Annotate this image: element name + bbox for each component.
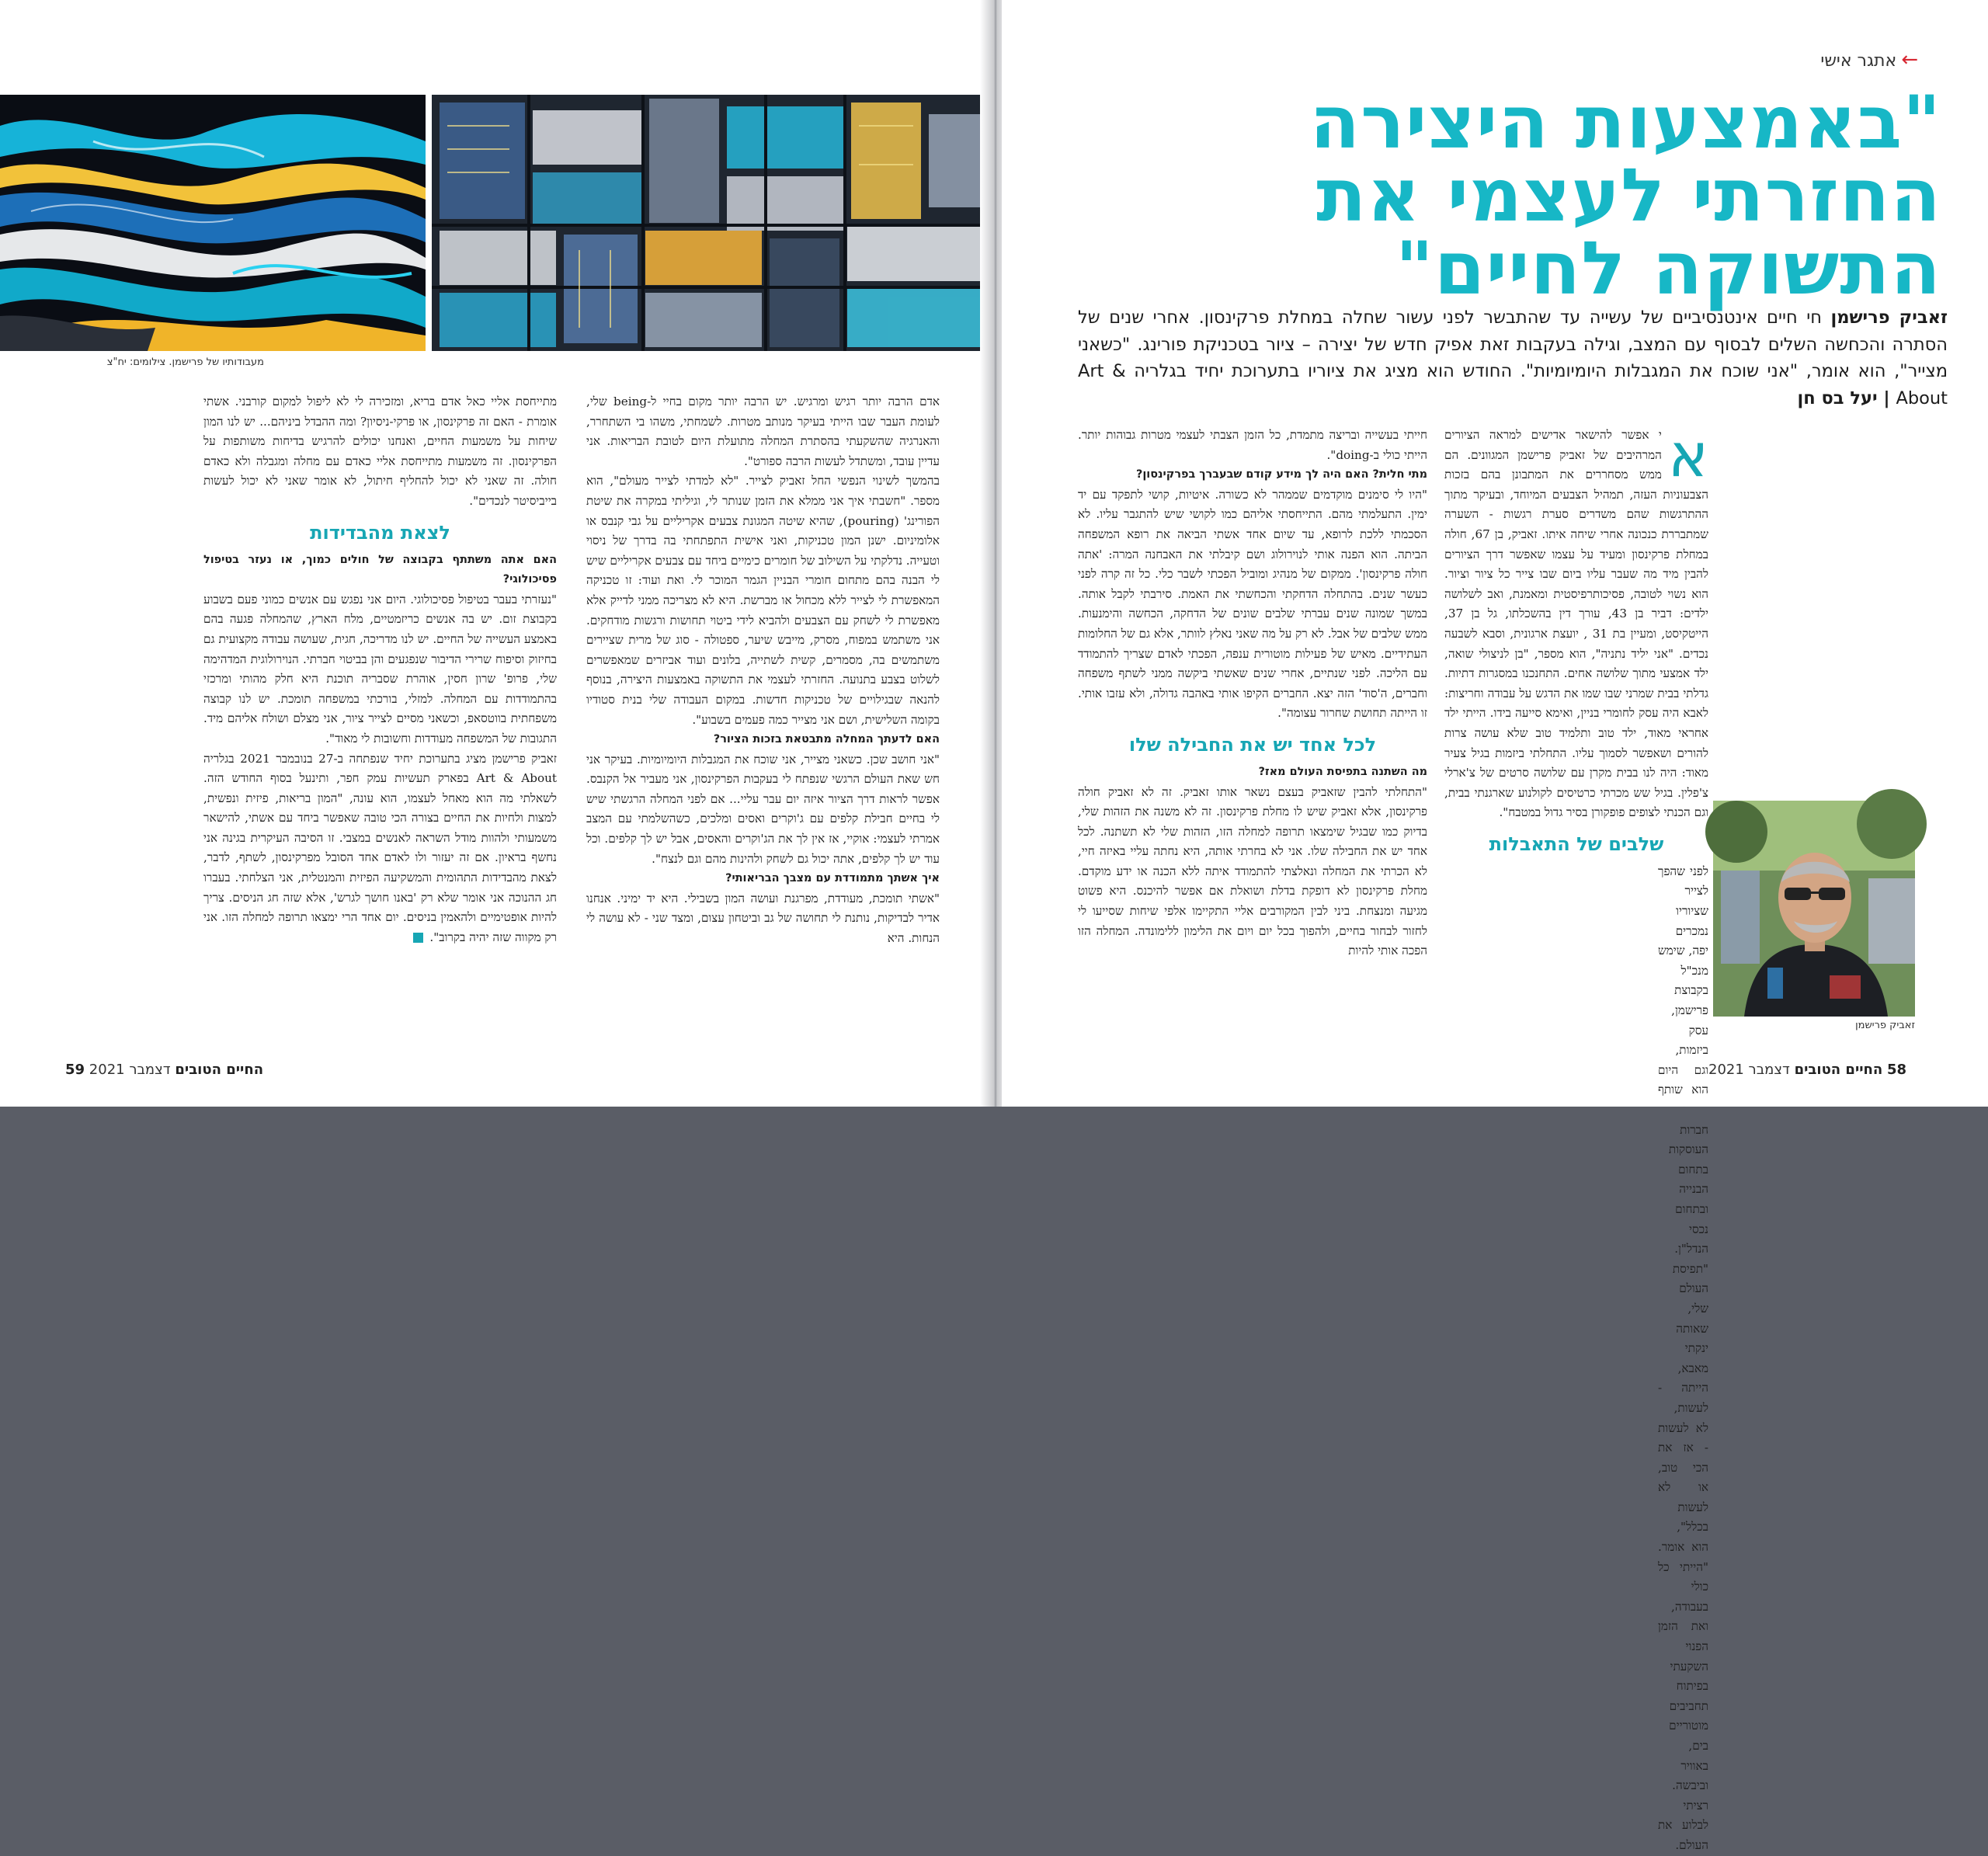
artwork-pour-painting (0, 95, 426, 351)
paragraph: "נעזרתי בעבר בטיפול פסיכולוגי. היום אני נפגש עם אנשים כמוני פעם בשבוע בקבוצת זום. יש בה אנשים כריזמטיים, מלח הארץ, שהמחלה פגעה בהם באמצע העשייה של החיים. יש לנו מדריכה, חגית, שעושה עבודה מקצועית גם בחיזוק וסיפוח שרירי הדיבור שנפגעים והן בביטוי חברתי. הנוירולוגית המדהימה שלי, פרופ' שרון חסין, אוהרת שסבריה תוכנת היא חלק מהותי ומרכזי בהתמודדות עם המחלה. למזלי, בורכתי במשפחה תומכת. יש לנו קבוצה משפחתית בווטסאפ, וכשאני מסיים לצייר ציור, אני מצלם ושולח אליהם מיד. התגובות של המשפחה מעודדות וחשובות לי מאוד". (203, 592, 557, 746)
issue-date: דצמבר 2021 (1708, 1062, 1790, 1078)
magazine-name: החיים הטובים (175, 1062, 264, 1078)
paragraph: "אשתי תומכת, מעודדת, מפרגנת ועושה המון בשבילי. היא יד ימיני. אנחנו אדיר לבדיקות, נותנת לי תחושה של גב וביטחון עצום, ומצד שני - לא עושה לי הנחות. היא (586, 891, 940, 946)
paragraph: חייתי בעשייה ובריצה מתמדת, כל הזמן הצבתי לעצמי מטרות גבוהות יותר. הייתי כולי ב-doing". (1078, 428, 1427, 462)
page-number: 59 (65, 1062, 85, 1078)
portrait-caption: זאביק פרישמן (1855, 1020, 1915, 1031)
paragraph: לפני שהפך לצייר שציוריו נמכרים יפה, שימש מנכ"ל בקבוצת פרישמן, עסק ביזמות, וגם היום הוא שותף חברות העוסקות בתחום הבנייה ובתחום נכסי הנדל"ן. "תפיסת העולם שלי, שאותה ינקתי מאבא, הייתה - לעשות, לא לעשות - אז את הכי טוב, או לא לעשות בכלל", הוא אומר. "הייתי כל כולי בעבודה, ואת הזמן הפנוי השקעתי בפיתוח תחביבים מוטוריים בים, באוויר וביבשה. רציתי לבלוע את העולם. (1658, 864, 1708, 1852)
interview-question: איך אשתך מתמודדת עם מצבך הבריאותי? (725, 872, 940, 885)
paragraph (1444, 421, 1708, 823)
headline-line: "באמצעות היצירה (1309, 81, 1941, 165)
page-folio-left (65, 1062, 263, 1078)
right-page-column-left (1078, 426, 1427, 1016)
lede (1078, 304, 1948, 412)
paragraph: בהמשך לשינוי הנפשי החל זאביק לצייר. "לא למדתי לצייר מעולם", הוא מספר. "חשבתי איך אני ממלא את הזמן שנותר לי, וגיליתי במקרה את שיטת הפורינג' (pouring), שהיא שיטה המגונת צבעים אקריליים על גבי קנבס או אלומיניום. ישנן המון טכניקות, ואני אישית התפתחתי בה בדרך של ניסוי וטעייה. נדלקתי על השילוב של חומרים כימיים ביחד עם צבעים אקריליים שיש לי הבנה בהם מתחום חומרי הבניין הגמר המוכר לי. ואת ועוד: זו טכניקה המאפשרת לי לצייר ללא מכחול או מברשת. היא לא מצריכה ממני לדייק אלא מאפשרת לי לשחק עם הצבעים ולהביא לידי ביטוי תחושות ורגשות מודחקים. אני משתמש במפוח, מסרק, מייבש שיער, ספטולה - סוג של מרית שציירים משתמשים בה, מסמרים, קשית לשתייה, בלונים ועוד אביזרים שמאפשרים לשלוט בצבע בתנועה. החזרתי לעצמי את התשוקה באמצעות היצירה, בנוסף להנאה שבגילויים של טכניקות חדשות. במקום העבודה שלי בנית סטודיו בקומה השלישית, ושם אני מצייר כמה פעמים בשבוע". (586, 474, 940, 727)
paragraph: "אני חושב שכן. כשאני מצייר, אני שוכח את המגבלות היומיומיות. בעיקר אני חש שאת העולם הרגשי שנפתח לי בעקבות הפרקינסון, אני מעביר אל הקנבס. אפשר לראות דרך הציור איזה יום עבר עליי... אם לפני המחלה הרגשתי שיש לי בחיים חבילת קלפים עם ג'וקרים ואסים ומלכים, כשהשלמתי עם המצב אמרתי לעצמי: אוקיי, אז אין לך את הג'וקרים והאסים, אבל יש לך קלפים. וכל עוד יש לך קלפים, אתה יכול גם לשחק ולהינות מהם וגם לנצח". (586, 752, 940, 866)
page-number: 58 (1887, 1062, 1907, 1078)
page-folio-right (1708, 1062, 1906, 1078)
arrow-left-icon: ← (1901, 48, 1918, 71)
section-label (1778, 48, 1918, 71)
subheading: לצאת מהבדידות (310, 521, 450, 544)
headline (1149, 81, 1941, 311)
byline: | יעל בס חן (1797, 388, 1896, 408)
left-page-column-left (203, 392, 557, 1021)
closing-paragraph-text: זאביק פרישמן מציג בתערוכת יחיד שנפתחה ב-27 בנובמבר 2021 בגלריה Art & About בפארק תעשיות עמק חפר, ותינעל בסוף החודש הזה. לשאלתי מה הוא מאחל לעצמו, הוא עונה, "המון בריאות, פיזית ונפשית, למצות ולחיות את החיים בצורה הכי טובה שאפשר ביחד עם אשתי, להישאר משמעותי ולהוות מודל השראה לאנשים במצבי. זו הסיבה העיקרית בגינה אני נחשף בראיון. אם זה יעזור ולו לאדם אחד הסובל מפרקינסון, לשתף, לדבר, לצאת מהבדידות התהומית והמשקיעה הפיזית והמנטלית, אני הצלחתי. בעברו חג ההנוכה אני אומר שלא רק 'באנו חושך לגרש', אלא שזה חג הניסים. צריך להיות אופטימיים ולהאמין בניסים. יום אחד הרי ימצאו תרופה למחלה הזו. אני רק מקווה שזה יהיה בקרוב". (203, 751, 557, 944)
magazine-name: החיים הטובים (1794, 1062, 1883, 1078)
artwork-woven-painting (432, 95, 990, 351)
paragraph: "התחלתי להבין שזאביק בעצם נשאר אותו זאביק. זה לא זאביק חולה פרקינסון, אלא זאביק שיש לו מחלת פרקינסון. זה לא משנה את הזהות שלי, בדיוק כמו שבגיל שימצאו תרופה למחלה הזו, הזהות שלי לא תשתנה. לכל אחד יש את החבילה שלו. אני לא בחרתי אותה, היא נחתה עליי באיזה חיי, לא הכרתי את המחלה ונאלצתי להתמודד איתה ללא הכנה או ידע מוקדם. מחלת פרקינסון לא דופקת בדלת ושואלת אם אפשר להיכנס. היא פשוט מגיעה ומנצחת. ביני לבין המקורבים אליי התקיימו אלפי שיחות שסייעו לי לחזור לבחור בחיים, ולהפוך בכל יום ויום את הלימון ללימונדה. המחלה הזו הפכה אותי להיות (1078, 784, 1427, 958)
paragraph (203, 749, 557, 948)
issue-date: דצמבר 2021 (89, 1062, 171, 1078)
subheading: לכל אחד יש את החבילה שלו (1128, 733, 1377, 756)
left-page (0, 0, 990, 1118)
interview-question: מה השתנה בתפיסת העולם מאז? (1258, 765, 1427, 778)
headline-line: התשוקה לחיים" (1395, 227, 1941, 311)
paragraph: אדם הרבה יותר רגיש ומרגיש. יש הרבה יותר מקום בחיי ל-being שלי, לעומת העבר שבו הייתי בעיקר מנותב מטרות. לשמחתי, משהו בי השתחרר, והאנרגיה שהשקעתי בהסתרת המחלה מתועלת היום לטובת הבריאות. אני עדיין עובד, ומשתדל לעשות הרבה ספורט". (586, 394, 940, 468)
end-of-article-mark (413, 933, 423, 943)
left-page-column-right (586, 392, 940, 1021)
paragraph: מתייחסת אליי כאל אדם בריא, ומזכירה לי לא ליפול למקום קורבני. אשתי אומרת - האם זה פרקינסון, או פרקי-ניסיון? ומה ההבדל ביניהם... יש לנו המון שיחות על משמעות החיים, ואנחנו יכולים להרגיש בדיחות משותפות על הפרקינסון. זה משמעות מתייחסת אליי כאדם עם מחלה ומגבלה ולא כאדם חולה. זה שאני לא יכול להחליף חיתול, לא אומר שאני לא יכול לעשות בייביסיטר לנכדים". (203, 394, 557, 508)
viewer-bottom-bar (0, 1107, 1988, 1118)
lede-text: חי חיים אינטנסיביים של עשייה עד שהתבשר לפני עשור שחלה במחלת פרקינסון. אחרי שנים של הסתרה והכחשה השלים לבסוף עם המצב, וגילה בעקבות זאת אפיק חדש של יצירה – ציור בטכניקת פורינג. "כשאני מצייר", הוא אומר, "אני שוכח את המגבלות היומיומיות". החודש הוא מציג את ציוריו בתערוכת יחיד בגלריה Art & About (1078, 308, 1948, 408)
artwork-caption: מעבודותיו של פרישמן. צילומים: יח"צ (106, 356, 264, 368)
headline-line: החזרתי לעצמי את (1316, 154, 1941, 238)
paragraph: "היו לי סימנים מוקדמים שממהר לא כשורה. איטיות, קושי לתפקד עם יד ימין. התעלמתי מהם. התייחסתי אליהם כמו לקושי שיש להתגבר עליו. לא הסכמתי ללכת לרופא, עד שיום אחד אשתי הביאה את רופא המשפחה הביתה. הוא הפנה אותי לנוירולוג ושם קיבלתי את האבחנה המרה: 'אתה חולה פרקינסון'. ממקום של מנהיג ומוביל הפכתי לשבר כלי. כל זה קרה לפני כעשר שנים. בהתחלה הדחקתי והכחשתי את האמת. סירבתי לקבל אותה. במשך שמונה שנים עברתי שלבים שונים של הדחקה, הכחשה והימנעות. ממש שלבים של אבל. לא רק על מה שאני נאלץ לוותר, אלא גם של החלומות העתידיים. מאיש של פעילות מוטורית ענפה, הפכתי לאדם שצריך להתמודד עם הליכה. לפני שנתיים, אחרי שנים שאשתי ביקשה ממני לשתף משפחה וחברים, ה'סוד' הזה יצא. החברים הקיפו אותי באהבה גדולה, ולא עזבו אותי. זו הייתה תחושת שחרור עצומה". (1078, 487, 1427, 721)
subheading: שלבים של התאבלות (1489, 832, 1664, 855)
section-label-text: אתגר אישי (1820, 51, 1897, 71)
opening-paragraph-text: י אפשר להישאר אדישים למראה הציורים המרהיבים של זאביק פרישמן המגוונים. הם ממש מסחררים את המתבונן בהם בזכות הצבעוניות העזה, תמהיל הצבעים המיוחד, ובעיקר מתוך ההתרגשות שהם משדרים סערת רגשות - השערה שמתבררת כנכונה אחרי שיחה איתו. זאביק, בן 67, חולה במחלת פרקינסון ומעיד על עצמו שאפשר דרך הציורים להבין מיד מה שעבר עליו ביום שבו צייר כל ציור וציור. הוא נשוי לטובה, פסיכותרפיסטית ומאמנת, ואב לשלושה ילדים: דביר בן 43, עורך דין בהשכלתו, גל בן 37, הייטקיסט, ומעיין בת 31 , יועצת ארגונית, וסבא לשבעה נכדים. "אני יליד נתניה", הוא מספר, "בן לניצולי שואה, ילד אמצעי מתוך שלושה אחים. התחנכנו במסגרות דתיות. גדלתי בבית שמרני שבו שמו את הדגש על עבודה וחריצות: לאבא היה עסק לחומרי בניין, ואימא סייעה בידו. הייתי ילד אחראי מאוד, ילד טוב ותלמיד טוב שלא עושה צרות להורים ושאפשר לסמוך עליו. התחלתי ביזמות בגיל צעיר מאוד: היה לנו בבית מקרן עם שלושה סרטים של צ'ארלי צ'פלין. בגיל שש מכרתי כרטיסים לקולנוע שארגנתי בבית, וגם הכנתי לצופים פופקורן בסיר גדול במטבח". (1444, 428, 1708, 820)
lede-subject-name: זאביק פרישמן (1830, 308, 1948, 328)
interview-question: מתי חלית? האם היה לך מידע קודם שבעברך בפרקינסון? (1136, 468, 1427, 481)
drop-cap: א (1667, 421, 1708, 491)
portrait-photo (1713, 801, 1915, 1017)
right-page-column-right (1444, 421, 1708, 1852)
interview-question: האם אתה משתתף בקבוצה של חולים כמוך, או נעזר בטיפול פסיכולוגי? (203, 553, 557, 586)
interview-question: האם לדעתך המחלה מתבטאת בזכות הציור? (713, 733, 940, 746)
